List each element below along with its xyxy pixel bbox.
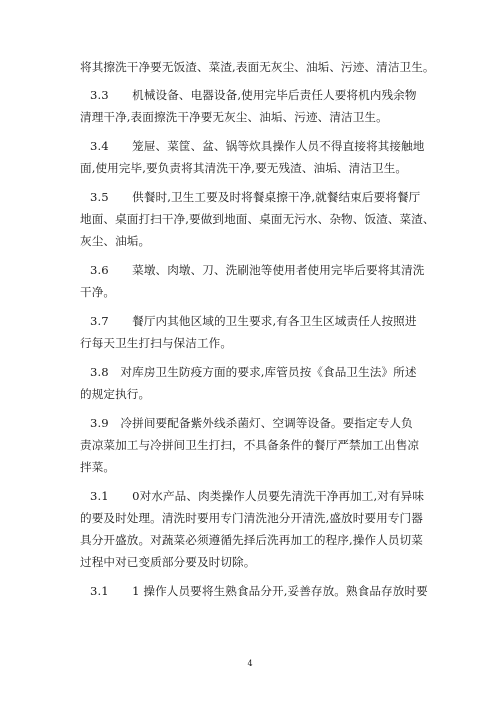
- text-line: 拌菜。: [80, 460, 116, 474]
- text-line: 将其擦洗干净要无饭渣、菜渣,表面无灰尘、油垢、污迹、清洁卫生。: [80, 60, 435, 74]
- text-line: 行每天卫生打扫与保洁工作。: [80, 336, 233, 350]
- text-line: 干净。: [80, 285, 116, 299]
- text-line: 3.5 供餐时,卫生工要及时将餐桌擦干净,就餐结束后要将餐厅: [90, 190, 421, 204]
- text-line: 过程中对已变质部分要及时切除。: [80, 555, 256, 569]
- text-line: 地面、桌面打扫干净,要做到地面、桌面无污水、杂物、饭渣、菜渣、: [80, 212, 435, 226]
- text-line: 3.1 1 操作人员要将生熟食品分开,妥善存放。熟食品存放时要: [90, 584, 428, 598]
- text-line: 3.4 笼屉、菜筐、盆、锅等炊具操作人员不得直接将其接触地: [90, 139, 425, 153]
- text-line: 灰尘、油垢。: [80, 234, 151, 248]
- text-line: 面,使用完毕,要负责将其清洗干净,要无残渣、油垢、清洁卫生。: [80, 161, 408, 175]
- text-line: 的要及时处理。清洗时要用专门清洗池分开清洗,盛放时要用专门器: [80, 511, 423, 525]
- text-line: 责凉菜加工与冷拼间卫生打扫，不具备条件的餐厅严禁加工出售凉: [80, 438, 420, 452]
- text-line: 具分开盛放。对蔬菜必须遵循先择后洗再加工的程序,操作人员切菜: [80, 533, 423, 547]
- text-line: 3.6 菜墩、肉墩、刀、洗刷池等使用者使用完毕后要将其清洗: [90, 263, 425, 277]
- text-line: 3.7 餐厅内其他区域的卫生要求,有各卫生区域责任人按照进: [90, 314, 417, 328]
- text-line: 的规定执行。: [80, 387, 151, 401]
- text-line: 3.3 机械设备、电器设备,使用完毕后责任人要将机内残余物: [90, 88, 417, 102]
- text-line: 3.9 冷拼间要配备紫外线杀菌灯、空调等设备。要指定专人负: [90, 416, 413, 430]
- text-line: 清理干净,表面擦洗干净要无灰尘、油垢、污迹、清洁卫生。: [80, 110, 388, 124]
- text-line: 3.8 对库房卫生防疫方面的要求,库管员按《食品卫生法》所述: [90, 365, 417, 379]
- page-number: 4: [247, 659, 253, 668]
- text-line: 3.1 0对水产品、肉类操作人员要先清洗干净再加工,对有异味: [90, 489, 425, 503]
